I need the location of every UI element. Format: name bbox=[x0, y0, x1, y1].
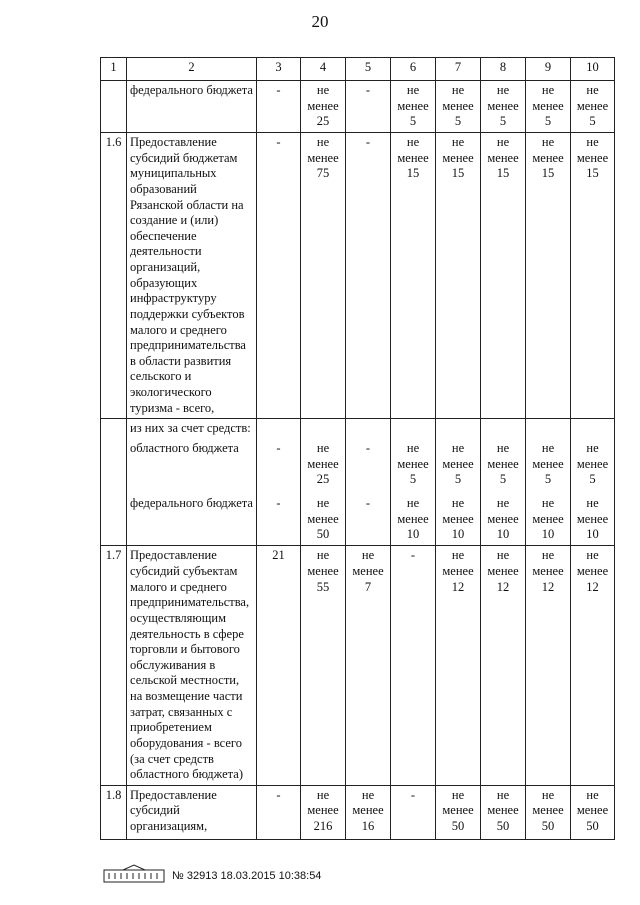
cell-col10: не менее 10 bbox=[571, 494, 615, 546]
cell-col6: - bbox=[391, 546, 436, 785]
cell-col5: не менее 16 bbox=[346, 785, 391, 839]
cell-col8: не менее 5 bbox=[481, 439, 526, 494]
cell-col9: не менее 12 bbox=[526, 546, 571, 785]
table-row bbox=[101, 439, 615, 494]
header-cell: 5 bbox=[346, 58, 391, 81]
cell-col4: не менее 25 bbox=[301, 439, 346, 494]
row-number bbox=[101, 439, 127, 494]
cell-col7: не менее 50 bbox=[436, 785, 481, 839]
cell-col7: не менее 5 bbox=[436, 439, 481, 494]
cell-col6: не менее 5 bbox=[391, 81, 436, 133]
cell-col8: не менее 50 bbox=[481, 785, 526, 839]
row-number bbox=[101, 494, 127, 546]
cell-col5: - bbox=[346, 133, 391, 419]
header-cell: 6 bbox=[391, 58, 436, 81]
cell-col9: не менее 15 bbox=[526, 133, 571, 419]
cell-col8: не менее 12 bbox=[481, 546, 526, 785]
cell-col4: не менее 75 bbox=[301, 133, 346, 419]
cell-col3: - bbox=[257, 81, 301, 133]
document-registration: № 32913 18.03.2015 10:38:54 bbox=[172, 870, 322, 882]
row-number: 1.8 bbox=[101, 785, 127, 839]
cell-col9: не менее 5 bbox=[526, 439, 571, 494]
registry-stamp-icon bbox=[103, 864, 165, 884]
cell-col7 bbox=[436, 419, 481, 439]
cell-col3: 21 bbox=[257, 546, 301, 785]
cell-col7: не менее 5 bbox=[436, 81, 481, 133]
cell-col9: не менее 5 bbox=[526, 81, 571, 133]
cell-col6: не менее 5 bbox=[391, 439, 436, 494]
cell-col10: не менее 5 bbox=[571, 439, 615, 494]
cell-col8 bbox=[481, 419, 526, 439]
cell-col6 bbox=[391, 419, 436, 439]
cell-col3: - bbox=[257, 785, 301, 839]
table-row bbox=[101, 546, 615, 785]
cell-col5: - bbox=[346, 439, 391, 494]
cell-col5 bbox=[346, 419, 391, 439]
cell-col6: не менее 15 bbox=[391, 133, 436, 419]
cell-col9 bbox=[526, 419, 571, 439]
header-cell: 7 bbox=[436, 58, 481, 81]
cell-col9: не менее 50 bbox=[526, 785, 571, 839]
header-cell: 4 bbox=[301, 58, 346, 81]
cell-col10: не менее 5 bbox=[571, 81, 615, 133]
cell-col7: не менее 15 bbox=[436, 133, 481, 419]
cell-col7: не менее 10 bbox=[436, 494, 481, 546]
footer bbox=[100, 860, 520, 888]
cell-col9: не менее 10 bbox=[526, 494, 571, 546]
cell-col4: не менее 55 bbox=[301, 546, 346, 785]
cell-col3: - bbox=[257, 494, 301, 546]
row-number bbox=[101, 81, 127, 133]
cell-col4: не менее 25 bbox=[301, 81, 346, 133]
header-row bbox=[101, 58, 615, 81]
header-cell: 8 bbox=[481, 58, 526, 81]
cell-col8: не менее 10 bbox=[481, 494, 526, 546]
cell-col8: не менее 5 bbox=[481, 81, 526, 133]
cell-col10: не менее 50 bbox=[571, 785, 615, 839]
cell-col5: - bbox=[346, 81, 391, 133]
row-description: федерального бюджета bbox=[127, 494, 257, 546]
table-row bbox=[101, 785, 615, 839]
header-cell: 1 bbox=[101, 58, 127, 81]
cell-col4 bbox=[301, 419, 346, 439]
cell-col4: не менее 216 bbox=[301, 785, 346, 839]
cell-col4: не менее 50 bbox=[301, 494, 346, 546]
cell-col3 bbox=[257, 419, 301, 439]
cell-col5: не менее 7 bbox=[346, 546, 391, 785]
cell-col10 bbox=[571, 419, 615, 439]
cell-col3: - bbox=[257, 133, 301, 419]
cell-col8: не менее 15 bbox=[481, 133, 526, 419]
table-row bbox=[101, 81, 615, 133]
row-description: Предоставление субсидий организациям, bbox=[127, 785, 257, 839]
cell-col7: не менее 12 bbox=[436, 546, 481, 785]
table-row bbox=[101, 419, 615, 439]
row-number: 1.6 bbox=[101, 133, 127, 419]
cell-col10: не менее 15 bbox=[571, 133, 615, 419]
table-row bbox=[101, 133, 615, 419]
row-description: из них за счет средств: bbox=[127, 419, 257, 439]
row-description: Предоставление субсидий субъектам малого и среднего предпринимательства, осуществляющим деятельность в сфере торговли и бытового обслуживания в сельской местности, на возмещение части затрат, связанных с приобретением оборудования - всего (за счет средств областного бюджета) bbox=[127, 546, 257, 785]
document-table bbox=[100, 57, 615, 840]
row-number: 1.7 bbox=[101, 546, 127, 785]
cell-col10: не менее 12 bbox=[571, 546, 615, 785]
cell-col6: не менее 10 bbox=[391, 494, 436, 546]
header-cell: 10 bbox=[571, 58, 615, 81]
header-cell: 3 bbox=[257, 58, 301, 81]
row-description: федерального бюджета bbox=[127, 81, 257, 133]
page-number: 20 bbox=[311, 12, 329, 31]
row-number bbox=[101, 419, 127, 439]
cell-col5: - bbox=[346, 494, 391, 546]
header-cell: 2 bbox=[127, 58, 257, 81]
row-description: областного бюджета bbox=[127, 439, 257, 494]
table-row bbox=[101, 494, 615, 546]
header-cell: 9 bbox=[526, 58, 571, 81]
cell-col3: - bbox=[257, 439, 301, 494]
cell-col6: - bbox=[391, 785, 436, 839]
row-description: Предоставление субсидий бюджетам муниципальных образований Рязанской области на создание и (или) обеспечение деятельности организаций, образующих инфраструктуру поддержки субъектов малого и среднего предпринимательства в области развития сельского и экологического туризма - всего, bbox=[127, 133, 257, 419]
